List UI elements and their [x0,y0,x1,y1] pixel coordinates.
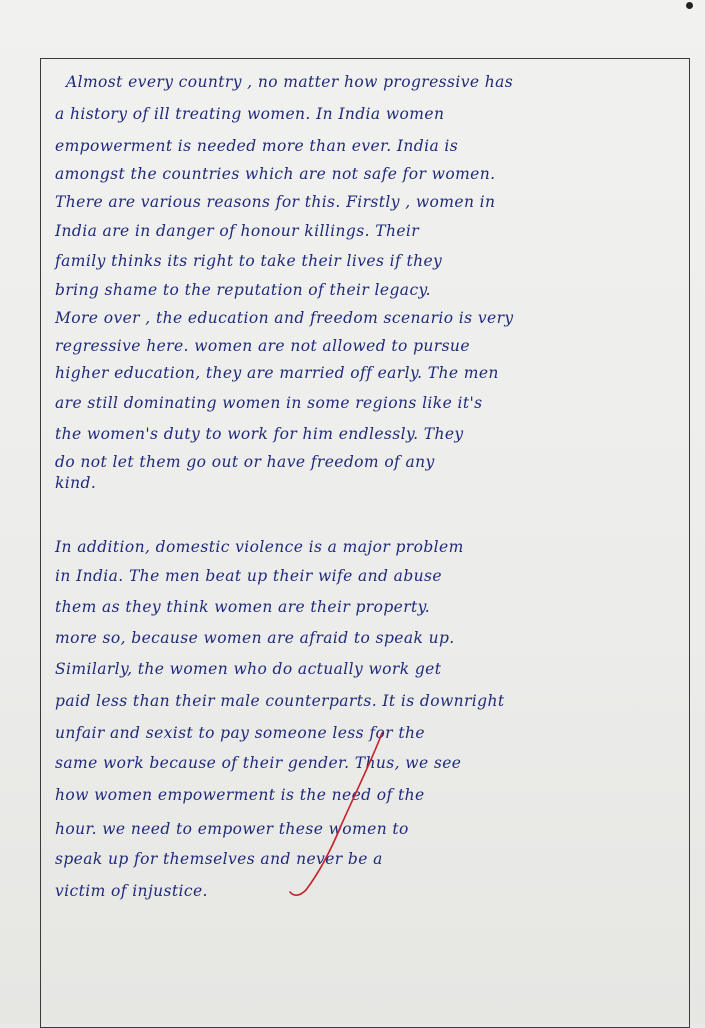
essay-line: unfair and sexist to pay someone less for the [55,724,425,742]
essay-line: Almost every country , no matter how progressive has [66,73,514,91]
essay-line: in India. The men beat up their wife and abuse [55,567,442,585]
essay-line: amongst the countries which are not safe for women. [55,165,496,183]
essay-line: regressive here. women are not allowed to pursue [55,337,470,355]
essay-line: same work because of their gender. Thus, we see [55,754,462,772]
essay-line: Similarly, the women who do actually work get [55,660,442,678]
essay-line: empowerment is needed more than ever. India is [55,137,459,155]
essay-line: are still dominating women in some regions like it's [55,394,483,412]
essay-line: victim of injustice. [55,882,208,900]
essay-line: a history of ill treating women. In India women [55,105,445,123]
essay-line: higher education, they are married off early. The men [55,364,499,382]
essay-line: paid less than their male counterparts. It is downright [55,692,505,710]
essay-line: the women's duty to work for him endlessly. They [55,425,464,443]
ink-dot [686,2,693,9]
essay-line: speak up for themselves and never be a [55,850,383,868]
essay-line: bring shame to the reputation of their legacy. [55,281,431,299]
essay-line: hour. we need to empower these women to [55,820,409,838]
essay-line: them as they think women are their property. [55,598,431,616]
essay-line: There are various reasons for this. Firstly , women in [55,193,496,211]
essay-line: In addition, domestic violence is a major problem [55,538,464,556]
essay-line: India are in danger of honour killings. Their [55,222,420,240]
essay-line: more so, because women are afraid to speak up. [55,629,455,647]
essay-line: how women empowerment is the need of the [55,786,425,804]
essay-line: family thinks its right to take their lives if they [55,252,443,270]
essay-line: kind. [55,474,97,492]
essay-line: do not let them go out or have freedom of any [55,453,435,471]
essay-line: More over , the education and freedom scenario is very [55,309,514,327]
